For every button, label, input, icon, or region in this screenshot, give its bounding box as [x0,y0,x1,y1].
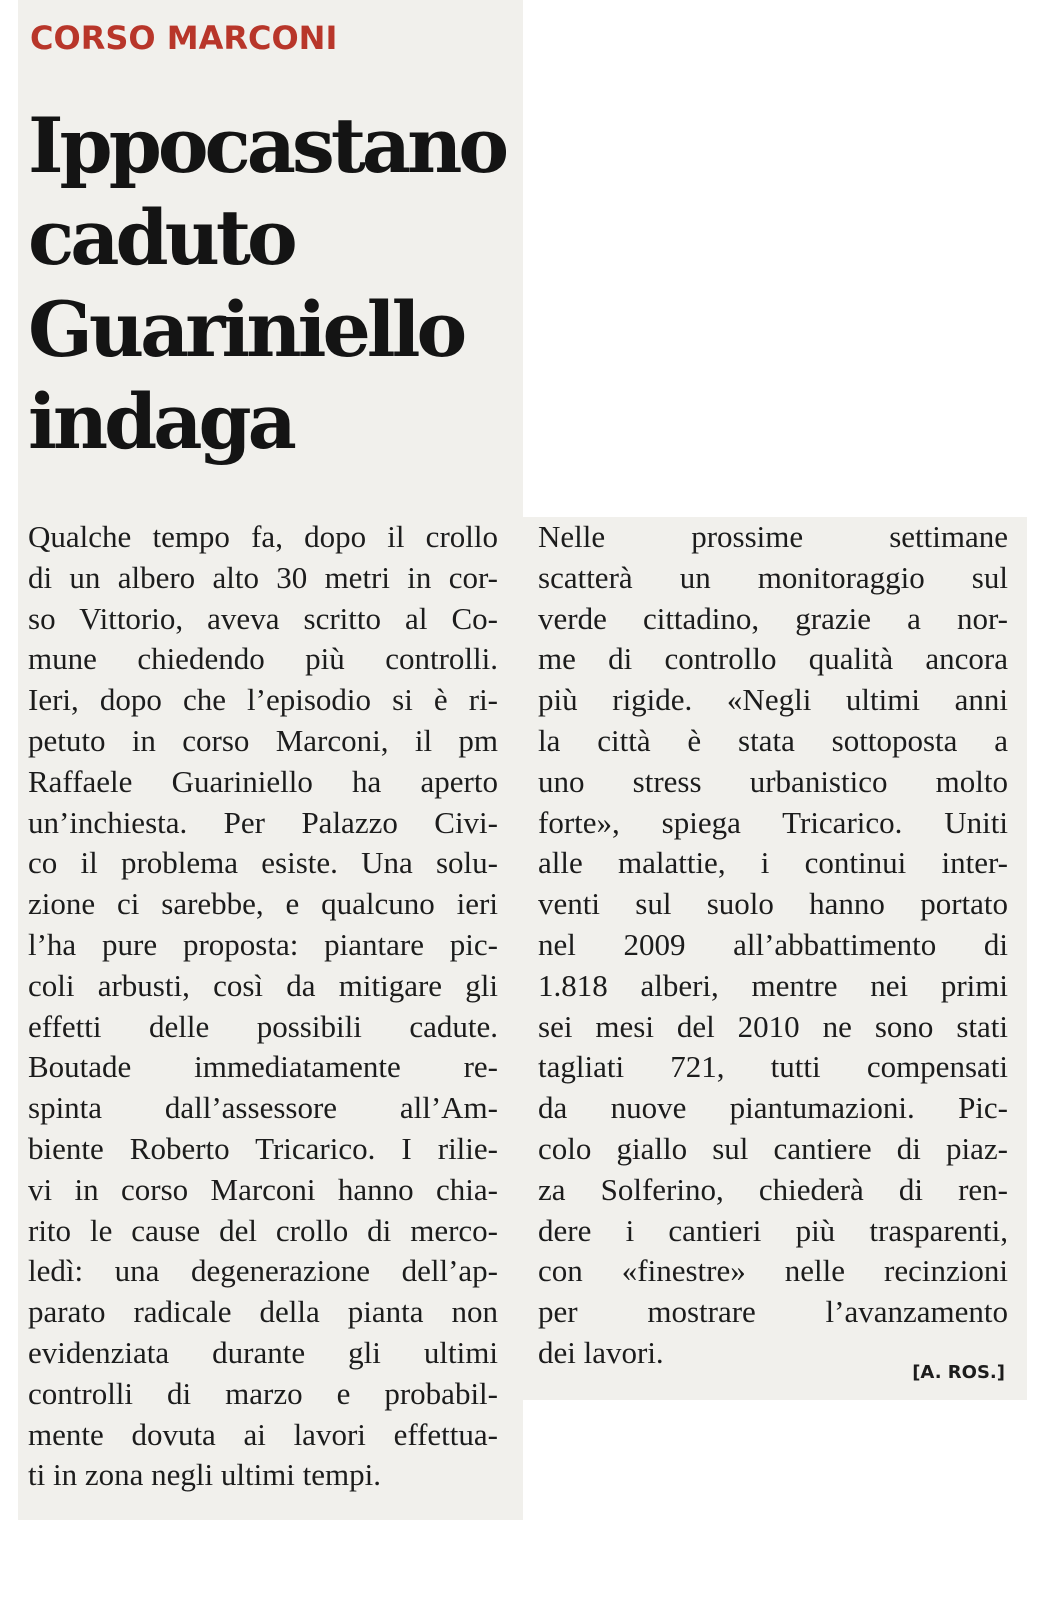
article-text-line: rito le cause del crollo di merco- [28,1212,498,1248]
article-text-line: co il problema esiste. Una solu- [28,845,498,881]
article-text-line: Qualche tempo fa, dopo il crollo [28,519,498,554]
article-text-line: coli arbusti, così da mitigare gli [28,967,498,1003]
article-text-line: Raffaele Guariniello ha aperto [28,763,498,799]
article-text-line: parato radicale della pianta non [28,1294,498,1330]
article-text-line: l’ha pure proposta: piantare pic- [28,926,498,962]
article-text-line: Ieri, dopo che l’episodio si è ri- [28,682,498,718]
article-text-line: so Vittorio, aveva scritto al Co- [28,600,498,636]
article-text-line: alle malattie, i continui inter- [538,845,1008,881]
article-text-line: un’inchiesta. Per Palazzo Civi- [28,804,498,840]
headline [28,100,518,468]
article-text-line: sei mesi del 2010 ne sono stati [538,1008,1008,1044]
article-text-line: per mostrare l’avanzamento [538,1294,1008,1330]
headline-line: caduto [28,193,294,282]
author-byline: [A. ROS.] [912,1362,1005,1383]
article-text-line: da nuove piantumazioni. Pic- [538,1090,1008,1126]
article-text-line: colo giallo sul cantiere di piaz- [538,1130,1008,1166]
article-text-line: uno stress urbanistico molto [538,763,1008,799]
article-text-line: controlli di marzo e probabil- [28,1375,498,1411]
article-text-line: vi in corso Marconi hanno chia- [28,1171,498,1207]
article-text-line: venti sul suolo hanno portato [538,886,1008,922]
article-text-line: mune chiedendo più controlli. [28,641,498,677]
article-text-line: verde cittadino, grazie a nor- [538,600,1008,636]
article-text-line: zione ci sarebbe, e qualcuno ieri [28,886,498,922]
article-text-line: ti in zona negli ultimi tempi. [28,1457,382,1493]
article-text-line: biente Roberto Tricarico. I rilie- [28,1130,498,1166]
article-text-line: tagliati 721, tutti compensati [538,1049,1008,1085]
headline-line: indaga [28,377,293,466]
article-text-line: mente dovuta ai lavori effettua- [28,1416,498,1452]
article-text-line: nel 2009 all’abbattimento di [538,926,1008,962]
section-kicker: CORSO MARCONI [30,19,338,57]
article-text-line: forte», spiega Tricarico. Uniti [538,804,1008,840]
article-left-column [28,517,498,1496]
headline-line: Ippocastano [28,101,506,190]
headline-line: Guariniello [28,285,464,374]
article-text-line: 1.818 alberi, mentre nei primi [538,967,1008,1003]
article-text-line: za Solferino, chiederà di ren- [538,1171,1008,1207]
article-text-line: scatterà un monitoraggio sul [538,559,1008,595]
article-right-column [538,517,1008,1374]
article-text-line: spinta dall’assessore all’Am- [28,1090,498,1126]
article-text-line: effetti delle possibili cadute. [28,1008,498,1044]
article-text-line: Boutade immediatamente re- [28,1049,498,1085]
article-text-line: dei lavori. [538,1334,664,1370]
article-text-line: dere i cantieri più trasparenti, [538,1212,1008,1248]
article-text-line: con «finestre» nelle recinzioni [538,1253,1008,1289]
article-text-line: di un albero alto 30 metri in cor- [28,559,498,595]
article-text-line: petuto in corso Marconi, il pm [28,722,498,758]
article-text-line: Nelle prossime settimane [538,519,1008,554]
article-text-line: evidenziata durante gli ultimi [28,1334,498,1370]
article-text-line: la città è stata sottoposta a [538,722,1008,758]
article-text-line: me di controllo qualità ancora [538,641,1008,677]
article-text-line: più rigide. «Negli ultimi anni [538,682,1008,718]
article-text-line: ledì: una degenerazione dell’ap- [28,1253,498,1289]
